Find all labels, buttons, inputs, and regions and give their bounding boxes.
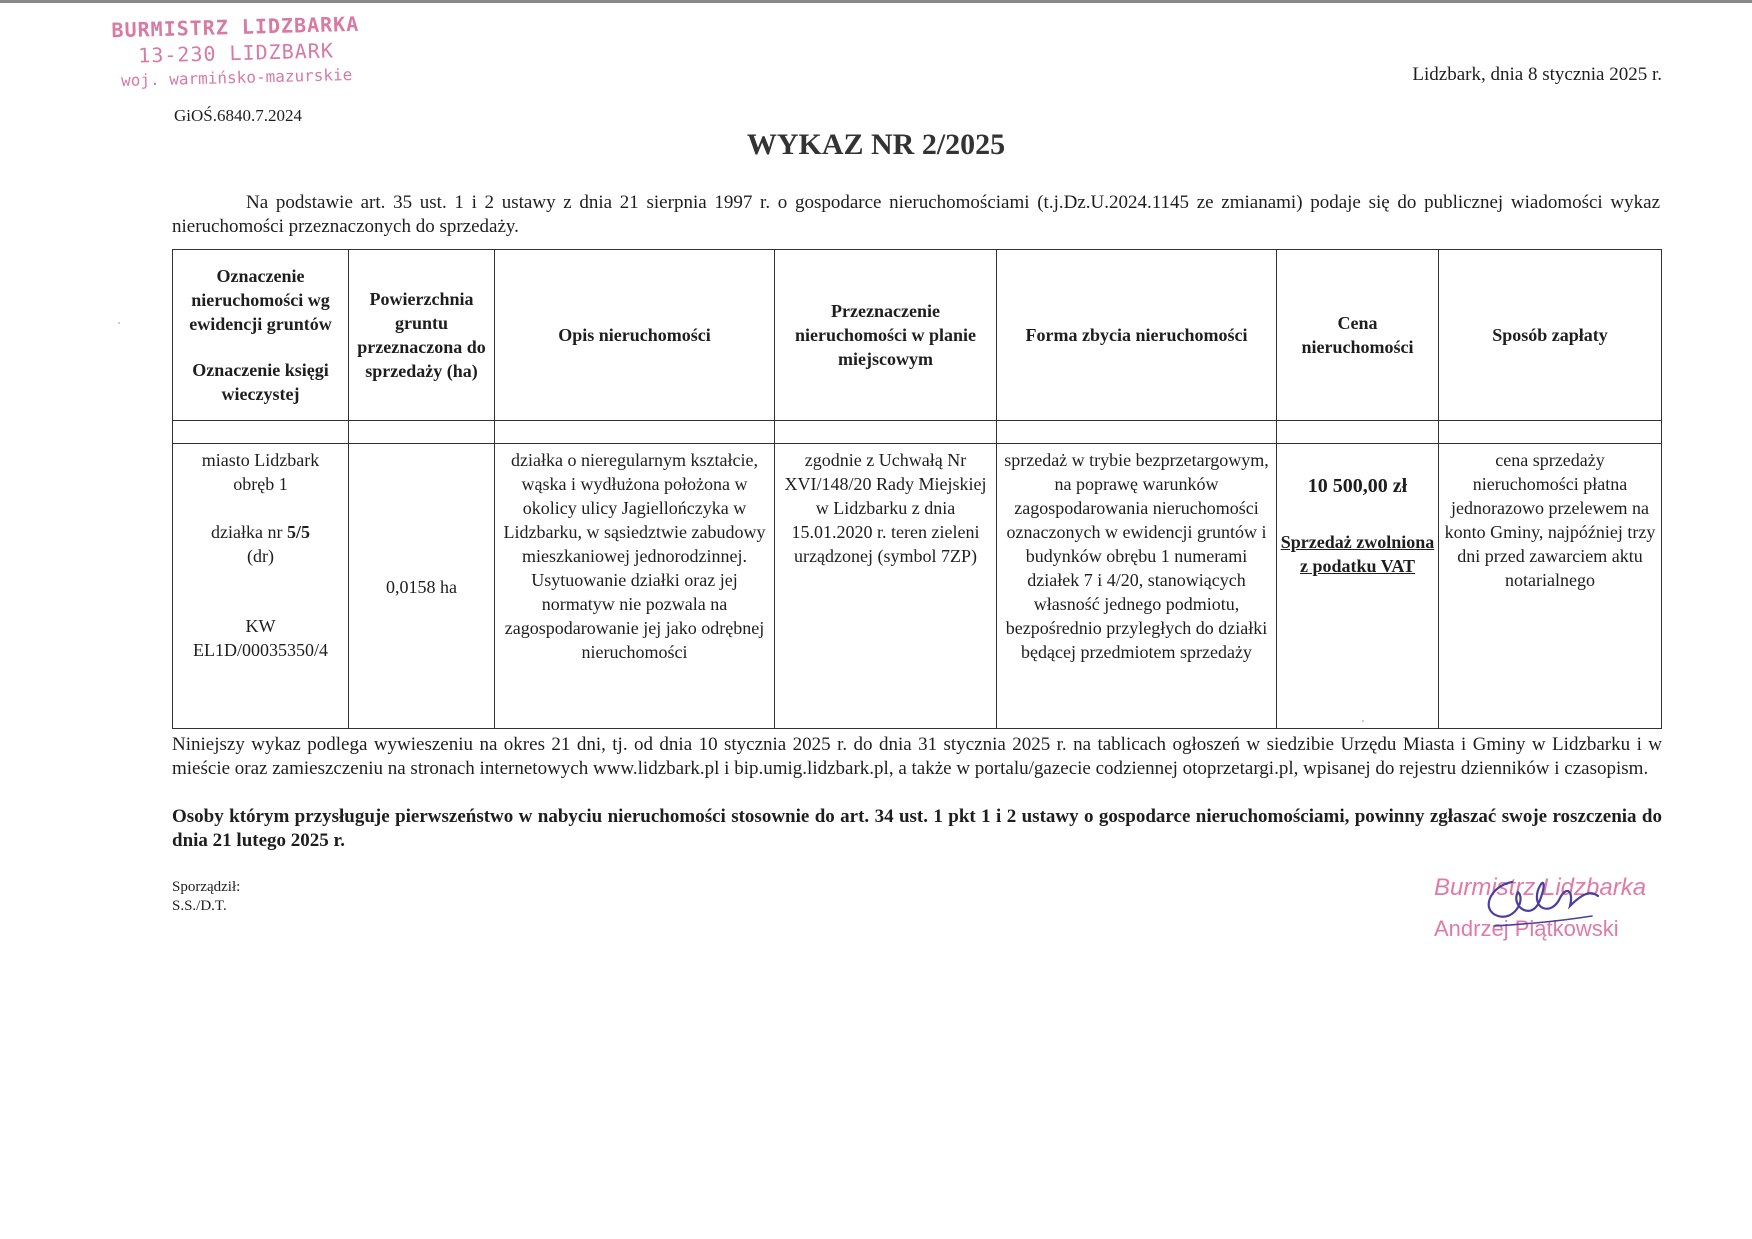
table-row	[173, 444, 1662, 729]
document-title: WYKAZ NR 2/2025	[746, 128, 1006, 161]
handwritten-signature	[1474, 866, 1604, 936]
scan-edge	[0, 0, 1752, 3]
cell-description: działka o nieregularnym kształcie, wąska i wydłużona położona w okolicy ulicy Jagiellończyka w Lidzbarku, w sąsiedztwie zabudowy mieszkaniowej jednorodzinnej. Usytuowanie działki oraz jej normatyw nie pozwala na zagospodarowanie jej jako odrębnej nieruchomości	[495, 444, 775, 729]
precinct: obręb 1	[233, 474, 288, 494]
header-plan-use: Przeznaczenie nieruchomości w planie miejscowym	[775, 250, 997, 421]
notice-paragraph: Niniejszy wykaz podlega wywieszeniu na okres 21 dni, tj. od dnia 10 stycznia 2025 r. do dnia 31 stycznia 2025 r. na tablicach ogłoszeń w siedzibie Urzędu Miasta i Gminy w Lidzbarku i w mieście oraz zamieszczeniu na stronach internetowych www.lidzbark.pl i bip.umig.lidzbark.pl, a także w portalu/gazecie codziennej otoprzetargi.pl, wpisanej do rejestru dzienników i czasopism.	[172, 734, 1662, 779]
prepared-initials: S.S./D.T.	[172, 898, 227, 914]
kw-label: KW	[245, 616, 276, 636]
header-sale-form: Forma zbycia nieruchomości	[997, 250, 1277, 421]
table-spacer-row	[173, 421, 1662, 444]
parcel-use: (dr)	[247, 546, 274, 566]
cell-area: 0,0158 ha	[349, 444, 495, 729]
cell-sale-form: sprzedaż w trybie bezprzetargowym, na poprawę warunków zagospodarowania nieruchomości oznaczonych w ewidencji gruntów i budynków obrębu 1 numerami działek 7 i 4/20, stanowiących własność jednego podmiotu, bezpośrednio przyległych do działki będącej przedmiotem sprzedaży	[997, 444, 1277, 729]
seal-title: Burmistrz Lidzbarka	[1434, 874, 1647, 901]
stamp-line-2: 13-230 LIDZBARK	[137, 38, 335, 68]
price-value: 10 500,00 zł	[1307, 475, 1408, 497]
vat-note: Sprzedaż zwolniona z podatku VAT	[1280, 532, 1435, 576]
place-date: Lidzbark, dnia 8 stycznia 2025 r.	[1412, 64, 1662, 85]
cell-land-registry	[173, 444, 349, 729]
cell-payment: cena sprzedaży nieruchomości płatna jednorazowo przelewem na konto Gminy, najpóźniej trzy dni przed zawarciem aktu notarialnego	[1439, 444, 1662, 729]
mayor-seal	[1434, 872, 1654, 944]
property-table	[172, 249, 1662, 729]
header-land-registry	[173, 250, 349, 421]
header-land-registry-main: Oznaczenie nieruchomości wg ewidencji gruntów	[189, 266, 332, 334]
stamp-line-1: BURMISTRZ LIDZBARKA	[111, 11, 360, 43]
table-header-row	[173, 250, 1662, 421]
case-reference: GiOŚ.6840.7.2024	[174, 106, 302, 125]
cell-price	[1277, 444, 1439, 729]
stamp-line-3: woj. warmińsko-mazurskie	[120, 64, 353, 91]
prepared-by	[172, 878, 240, 916]
prepared-label: Sporządził:	[172, 879, 241, 895]
header-price: Cena nieruchomości	[1277, 250, 1439, 421]
header-area: Powierzchnia gruntu przeznaczona do sprzedaży (ha)	[349, 250, 495, 421]
office-stamp	[95, 10, 377, 93]
header-land-book: Oznaczenie księgi wieczystej	[192, 360, 329, 404]
scan-speck	[118, 322, 120, 324]
scan-speck	[1362, 720, 1364, 722]
intro-paragraph: Na podstawie art. 35 ust. 1 i 2 ustawy z dnia 21 sierpnia 1997 r. o gospodarce nieruchomościami (t.j.Dz.U.2024.1145 ze zmianami) podaje się do publicznej wiadomości wykaz nieruchomości przeznaczonych do sprzedaży.	[172, 192, 1660, 237]
claims-paragraph: Osoby którym przysługuje pierwszeństwo w nabyciu nieruchomości stosownie do art. 34 ust. 1 pkt 1 i 2 ustawy o gospodarce nieruchomościami, powinny zgłaszać swoje roszczenia do dnia 21 lutego 2025 r.	[172, 806, 1662, 851]
seal-name: Andrzej Piątkowski	[1434, 916, 1619, 941]
cell-plan-use: zgodnie z Uchwałą Nr XVI/148/20 Rady Miejskiej w Lidzbarku z dnia 15.01.2020 r. teren zieleni urządzonej (symbol 7ZP)	[775, 444, 997, 729]
location: miasto Lidzbark	[201, 450, 320, 470]
kw-number: EL1D/00035350/4	[193, 640, 328, 660]
header-description: Opis nieruchomości	[495, 250, 775, 421]
parcel-number: 5/5	[286, 522, 310, 542]
header-payment: Sposób zapłaty	[1439, 250, 1662, 421]
parcel-prefix: działka nr	[211, 522, 287, 542]
